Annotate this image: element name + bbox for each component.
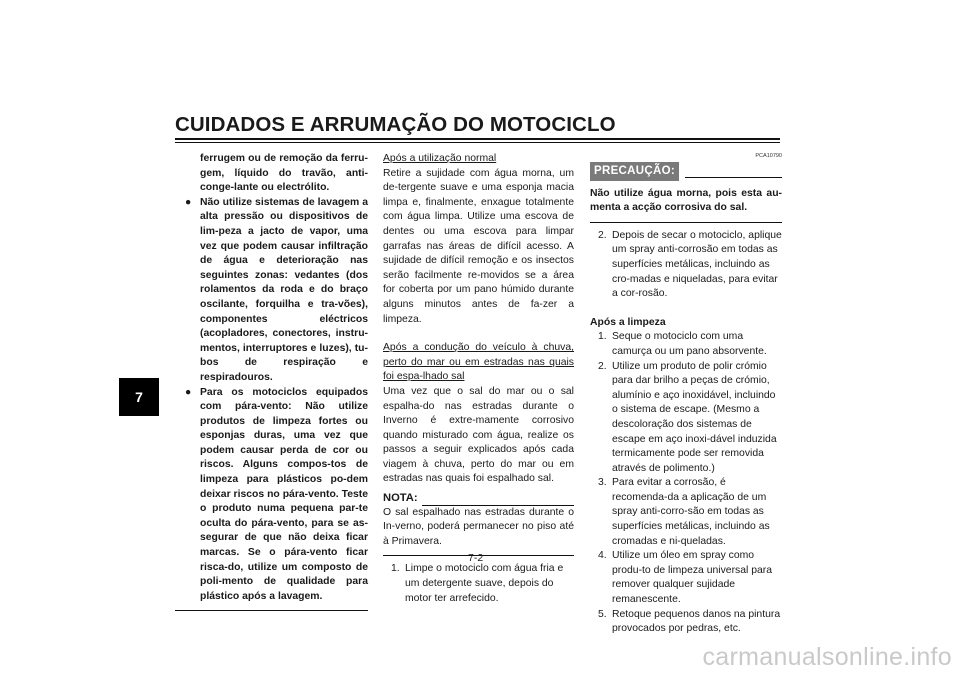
caution-rule [685,165,782,178]
note-header [383,491,574,506]
bullet-icon: ● [185,386,192,398]
note-block [383,506,574,557]
reference-code: PCA10790 [755,153,782,159]
rain-text: Uma vez que o sal do mar ou o sal espalha-do nas estradas durante o Inverno é extre-mamente corrosivo quando misturado com água, realize os passos a seguir explicados após cada viagem à chuva, perto do mar ou em estradas nas quais foi espalhado sal. [383,385,574,485]
step-text: Utilize um produto de polir crómio para dar brilho a peças de crómio, alumínio e aço inoxidável, incluindo o sistema de escape. (Mesmo a descoloração dos sistemas de escape em aço inoxi-dável induzida termicamente pode ser removida através de polimento.) [612,360,777,474]
chapter-tab: 7 [119,378,159,416]
list-item [590,476,782,549]
note-text: O sal espalhado nas estradas durante o In-verno, poderá permanecer no piso até à Primavera. [383,506,574,547]
list-item [590,549,782,607]
section-heading-after-rain: Após a condução do veículo à chuva, perto do mar ou em estradas nas quais foi espa-lhado sal [383,342,574,383]
step-text: Depois de secar o motociclo, aplique um spray anti-corrosão em todas as superfícies metálicas, incluindo as cro-madas e niqueladas, para evitar a cor-rosão. [612,229,782,300]
step-number: 1. [391,563,400,575]
step-text: Para evitar a corrosão, é recomenda-da a aplicação de um spray anti-corro-são em todas as superfícies metálicas, incluindo as cromadas e ni-queladas. [612,477,770,547]
warning-block-end [175,152,368,611]
bullet-item-pressure-washer [175,196,368,386]
caution-block [590,187,782,223]
step-text: Utilize um óleo em spray como produ-to de limpeza universal para remover qualquer sujidade remanescente. [612,550,772,606]
step-number: 3. [598,477,607,489]
list-item [590,608,782,637]
column-left [175,152,368,611]
bullet-icon: ● [185,196,192,208]
column-right [590,152,782,637]
watermark: carmanualsonline.info [702,643,952,671]
step-number: 5. [598,608,607,620]
caution-text: Não utilize água morna, pois esta au-menta a acção corrosiva do sal. [590,187,782,214]
page-title: CUIDADOS E ARRUMAÇÃO DO MOTOCICLO [175,113,616,136]
after-use-text: Retire a sujidade com água morna, um de-tergente suave e uma esponja macia limpa e, finalmente, enxague totalmente com água limpa. Utilize uma escova de dentes ou uma escova para limpar garrafas nas áreas de difícil acesso. A sujidade de difícil remoção e os insectos serão facilmente re-movidos se a área for coberta por um pano húmido durante alguns minutos antes de fa-zer a limpeza. [383,167,574,325]
step-text: Limpe o motociclo com água fria e um detergente suave, depois do motor ter arrefecido. [405,563,564,604]
section-heading-after-cleaning: Após a limpeza [590,316,666,328]
step-number: 2. [598,229,607,241]
continuation-text: ferrugem ou de remoção da ferru-gem, líquido do travão, anti-conge-lante ou electrólito. [200,153,368,194]
list-item [383,562,574,606]
bullet-item-windshield [175,386,368,605]
page-number: 7-2 [468,552,484,564]
bullet-text: Não utilize sistemas de lavagem a alta pressão ou dispositivos de lim-peza a jacto de vapor, uma vez que podem causar infiltração de água e deterioração nas seguintes zonas: vedantes (dos rolamentos da roda e do braço oscilante, forquilha e tra-vões), componentes eléctricos (acopladores, conectores, instru-mentos, interruptores e luzes), tu-bos de respiração e respiradouros. [200,196,368,383]
step-number: 2. [598,360,607,372]
title-rule-thin [175,142,780,143]
step-text: Retoque pequenos danos na pintura provocados por pedras, etc. [612,608,781,635]
title-rule [175,138,780,140]
column-middle [383,152,574,606]
step-number: 4. [598,550,607,562]
caution-label: PRECAUÇÃO: [590,162,679,181]
list-item [590,229,782,302]
note-rule [422,497,574,506]
step-number: 1. [598,331,607,343]
step-text: Seque o motociclo com uma camurça ou um pano absorvente. [612,331,767,357]
caution-header [590,162,782,181]
section-heading-after-normal-use: Após a utilização normal [383,153,497,164]
list-item [590,360,782,477]
note-label: NOTA: [383,492,418,505]
list-item [590,330,782,359]
bullet-text: Para os motociclos equipados com pára-vento: Não utilize produtos de limpeza fortes ou esponjas duras, uma vez que podem causar perda de cor ou riscos. Alguns compos-tos de limpeza para plásticos po-dem deixar riscos no pára-vento. Teste o produto numa pequena par-te oculta do pára-vento, para se as-segurar de que não deixa ficar marcas. Se o pára-vento ficar risca-do, utilize um composto de poli-mento de qualidade para plástico após a lavagem. [200,386,368,602]
